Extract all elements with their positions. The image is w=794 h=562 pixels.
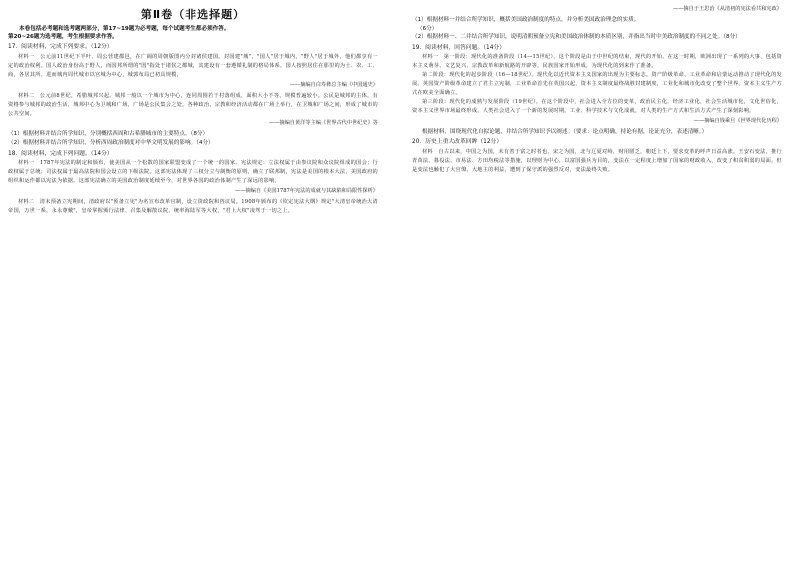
q18-material-2: 材料二 清末预备立宪期间，清政府以"预备立宪"为名宣布改革官制，设立资政院和咨议局。1908年颁布的《钦定宪法大纲》规定"大清皇帝统治大清帝国，万世一系，永永尊戴"，皇帝掌握颁行法律、召集及解散议院、统率海陆军等大权，"君上大权"凌驾于一切之上。 [8,198,378,214]
q17-subquestion-2: （2）根据材料并结合所学知识，分析西周政治制度对中华文明发展的影响。（4分） [8,140,214,147]
q20-material: 材料 自古以来，中国之为国，未有善于富之时者也。宋之为国，北与辽夏对峙，财用匮乏，朝廷上下，要求变革的呼声日益高涨。王安石变法，推行青苗法、募役法、市易法、方田均税法等措施，以理财为中心，以富国强兵为目的，变法在一定程度上增加了国家的财政收入，改变了积贫积弱的局面。但是变法也触犯了大官僚、大地主的利益，遭到了保守派的强烈反对，变法最终失败。 [412,148,782,173]
left-column [8,0,378,562]
q18-subquestion-1-score: （6分） [417,25,438,32]
q17-subquestion-1: （1）根据材料并结合所学知识，分别概括西周和古希腊城市的主要特点。（8分） [8,131,209,138]
question-19-header: 19．阅读材料，回答问题。（14分） [412,44,506,51]
q18-source-1: ——摘编自《美国1787年宪法的成就与其缺陷和局限性探析》 [235,187,378,194]
q19-material-1: 材料一 第一阶段：现代化的准备阶段（14—15世纪）。这个阶段是由于中世纪的结束，现代的开始。在这一时期，欧洲出现了一系列的大事，包括资本主义萌芽、文艺复兴、宗教改革和新航路的开辟等，民族国家开始形成，为现代化的到来作了准备。 [412,54,782,70]
question-18-header: 18．阅读材料，完成下列问题。（14分） [8,150,113,157]
q19-source: ——摘编自钱乘旦《世界现代化历程》 [693,117,782,124]
q18-subquestion-2: （2）根据材料一、二并结合所学知识，说明清朝预备立宪和美国政治体制的本质区别，并指出当时中美政治制度的不同之处。（8分） [412,34,741,41]
q17-material-1: 材料一 公元前11世纪下半叶，周公营建都邑，在广阔的周朝版图内分封诸侯建国。封国建"城"，"国人"居于城内，"野人"居于城外，他们都享有一定的政治权利。国人政治身份高于野人，而国邦所谓的"国"指处于诸侯之都城，其建设有一套遵循礼制的格局体系。国人按照居住在那里的为士、农、工、商，各居其所。进而城内周代城市以宫城为中心，城郭布局已初具规模， [8,54,378,78]
q19-material-3: 第三阶段：现代化的成熟与发展阶段（19世纪）。在这个阶段中，社会进入全方位的变革，政治民主化，经济工业化，社会生活城市化，文化世俗化，资本主义世界市场最终形成，人类社会进入了一个新的发展时期。工业、科学技术与文化成就，对人类的生产方式和生活方式产生了深刻影响。 [412,98,782,114]
right-column [412,0,782,562]
instruction-note: 本卷包括必考题和选考题两部分，第17~19题为必考题，每个试题考生都必须作答。 [19,26,230,32]
instruction-note-2: 第20~26题为选考题，考生根据要求作答。 [8,34,118,41]
question-20-header: 20．历史上重大改革回眸（12分） [412,139,503,146]
q17-material-2: 材料二 公元前8世纪，希腊城邦兴起。城邦一般以一个城市为中心，连同周围若干村落组成，面积大小不等，规模普遍较小。公民是城邦的主体，有资格参与城邦的政治生活，城邦中心为卫城和广场，广场是公民集会之处。各种政治、宗教和经济活动都在广场上举行，在卫城和广场之间，形成了城市的公共空间。 [8,92,378,117]
q18-material-1: 材料一 1787年宪法的制定和颁布，使美国从一个松散的国家联盟变成了一个统一的国家。宪法规定：立法权属于由参议院和众议院组成的国会；行政权属于总统；司法权属于最高法院和国会设立的下级法院。这部宪法体现了三权分立与制衡的原则，确立了联邦制，宪法是美国的根本大法，美国政府的组织和运作都以宪法为依据。这部宪法确立的美国政治制度延续至今，对世界各国的政治体制产生了深远的影响。 [8,160,378,185]
q17-source-2: ——摘编自黄洋等主编《世界古代中世纪史》等 [269,120,378,127]
q19-prompt: 根据材料，围绕现代化自拟论题，并结合所学知识予以阐述。（要求：论点明确，持论有据，论证充分，表述清晰。） [422,128,708,135]
q18-subquestion-1: （1）根据材料一并结合所学知识，概括美国政治制度的特点，并分析美国政治理念的实质。 [412,17,640,23]
q17-source-1: ——摘编自白寿彝总主编《中国通史》 [289,81,378,88]
q18-source-2: ——摘自于王思治《从清初的宪法看共和宪政》 [673,6,782,12]
section-title: 第Ⅱ卷（非选择题） [140,8,246,21]
q19-material-2: 第二阶段：现代化的起步阶段（16—18世纪）。现代化以近代资本主义国家的出现为主要标志。资产阶级革命、工业革命和启蒙运动推动了现代化的发展。英国资产阶级革命建立了君主立宪制，工业革命首先在英国兴起，资本主义制度最终战胜封建制度，工业化和城市化改变了整个世界。资本主义生产方式在欧美全面确立。 [412,72,782,96]
question-17-header: 17．阅读材料，完成下列要求。（12分） [8,44,113,51]
